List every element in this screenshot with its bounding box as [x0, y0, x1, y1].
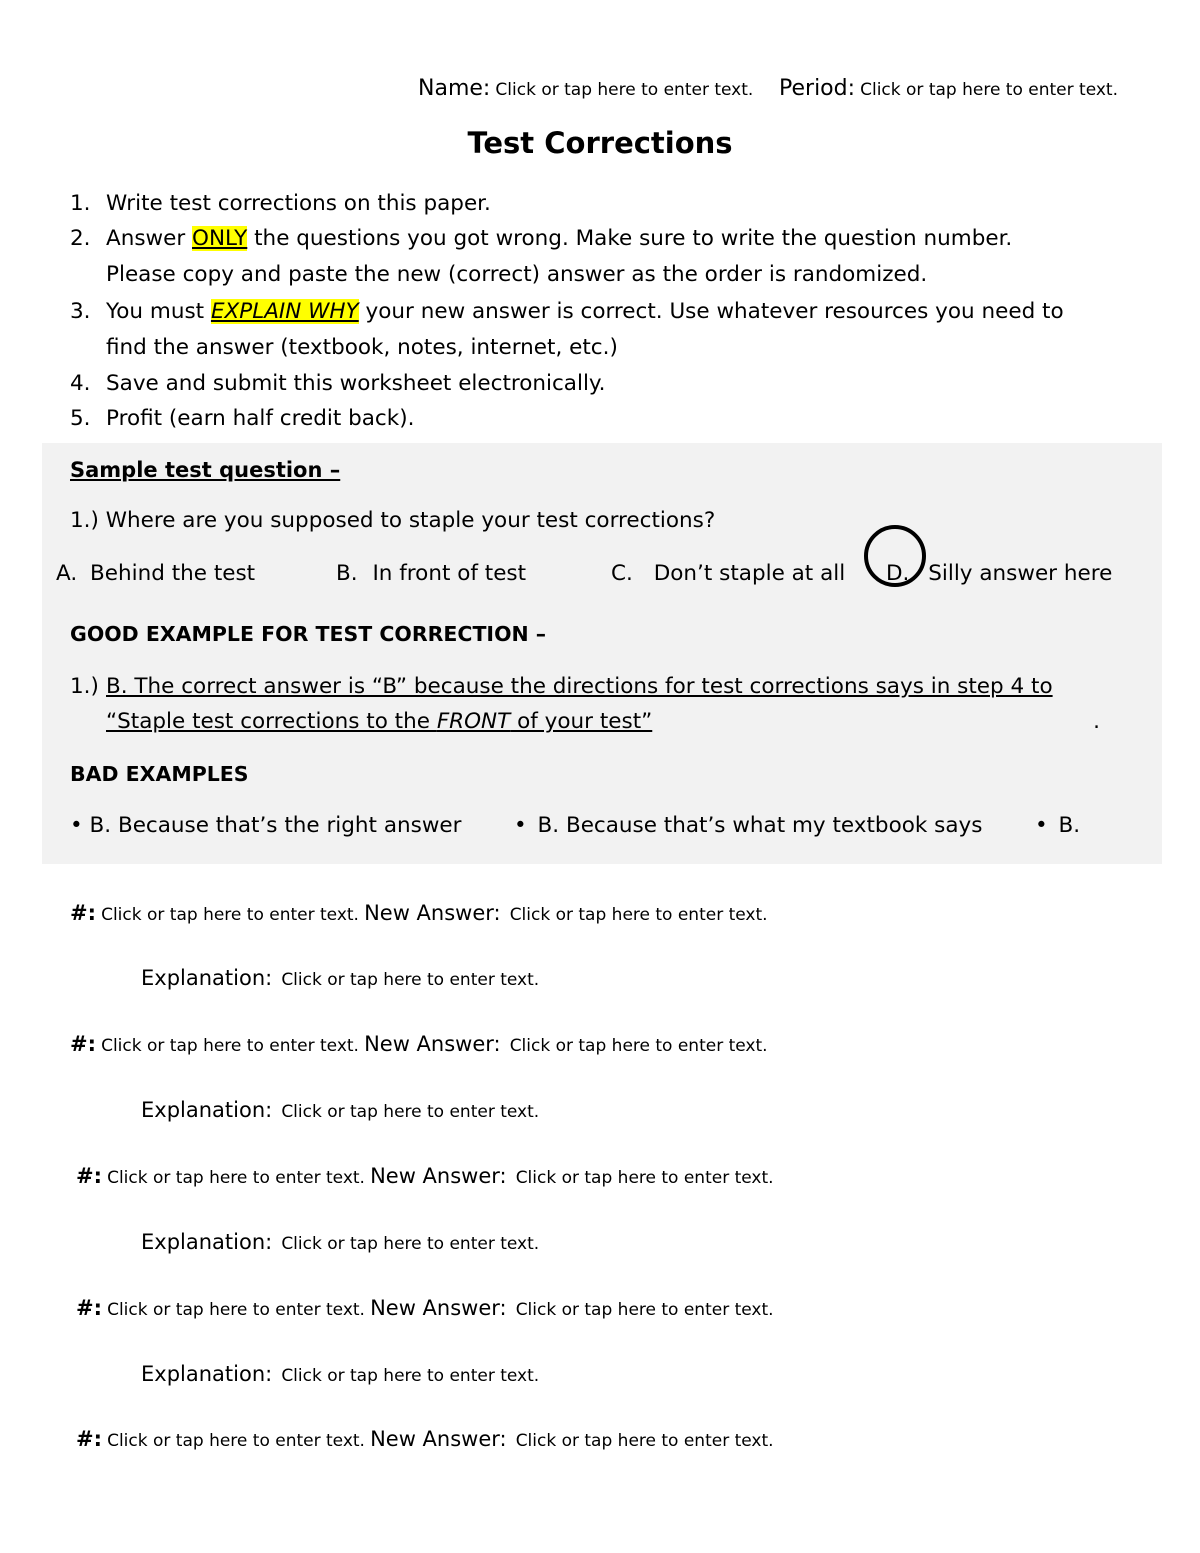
direction-text: Write test corrections on this paper. [106, 191, 491, 216]
answer-circle-mark [864, 525, 926, 587]
direction-text: Save and submit this worksheet electronically. [106, 371, 606, 396]
response-row [70, 1032, 768, 1056]
new-answer-label: New Answer: [364, 1032, 501, 1056]
choice-a [56, 561, 255, 586]
response-row [76, 1296, 774, 1320]
choice-text: In front of test [372, 561, 527, 586]
question-number-field[interactable]: Click or tap here to enter text. [107, 1431, 365, 1451]
direction-number: 1. [70, 191, 91, 216]
question-number-label: #: [76, 1296, 102, 1320]
choice-letter: C. [611, 561, 633, 586]
question-number-field[interactable]: Click or tap here to enter text. [107, 1168, 365, 1188]
bad-example-item [70, 813, 461, 838]
explanation-field[interactable]: Click or tap here to enter text. [281, 970, 540, 990]
highlight-only: ONLY [192, 226, 248, 251]
direction-text-post: the questions you got wrong. Make sure to write the question number. [247, 226, 1013, 251]
bad-examples-heading: BAD EXAMPLES [70, 762, 249, 786]
explanation-label: Explanation: [141, 966, 273, 990]
bullet-icon: • [1035, 813, 1048, 838]
question-number-field[interactable]: Click or tap here to enter text. [101, 905, 359, 925]
good-example-number: 1.) [70, 674, 99, 699]
sample-box [42, 443, 1162, 864]
direction-text [106, 294, 1064, 330]
new-answer-label: New Answer: [370, 1296, 507, 1320]
direction-text-pre: Answer [106, 226, 193, 251]
direction-text-line2: find the answer (textbook, notes, internet, etc.) [106, 335, 618, 360]
choice-b [336, 561, 526, 586]
direction-text-line2: Please copy and paste the new (correct) answer as the order is randomized. [106, 262, 928, 287]
choice-text: Don’t staple at all [653, 561, 846, 586]
direction-number: 4. [70, 371, 91, 396]
explanation-row [141, 966, 539, 990]
good-example-line1: B. The correct answer is “B” because the directions for test corrections says in step 4 to [106, 674, 1053, 699]
new-answer-label: New Answer: [364, 901, 501, 925]
bad-example-text: B. Because that’s the right answer [89, 813, 462, 838]
good-example-line2-pre: “Staple test corrections to the [106, 709, 437, 734]
new-answer-field[interactable]: Click or tap here to enter text. [515, 1431, 774, 1451]
period-field[interactable]: Click or tap here to enter text. [860, 80, 1118, 100]
name-row [418, 76, 753, 101]
name-label: Name: [418, 76, 491, 101]
direction-text-post: your new answer is correct. Use whatever resources you need to [358, 299, 1064, 324]
good-example-emphasis: FRONT [436, 709, 511, 734]
good-example-line2-end: . [1093, 709, 1100, 734]
explanation-row [141, 1098, 539, 1122]
question-number-label: #: [70, 1032, 96, 1056]
choice-text: Silly answer here [928, 561, 1113, 586]
choice-letter: B. [336, 561, 358, 586]
new-answer-field[interactable]: Click or tap here to enter text. [509, 905, 768, 925]
period-row [779, 76, 1118, 101]
explanation-field[interactable]: Click or tap here to enter text. [281, 1102, 540, 1122]
response-row [70, 901, 768, 925]
direction-text: Profit (earn half credit back). [106, 406, 415, 431]
direction-number: 3. [70, 299, 91, 324]
bad-example-text: B. [1058, 813, 1081, 838]
bad-example-text: B. Because that’s what my textbook says [537, 813, 983, 838]
good-example-line2 [106, 709, 1100, 734]
choice-c [611, 561, 845, 586]
explanation-label: Explanation: [141, 1230, 273, 1254]
new-answer-label: New Answer: [370, 1164, 507, 1188]
explanation-field[interactable]: Click or tap here to enter text. [281, 1234, 540, 1254]
direction-number: 5. [70, 406, 91, 431]
direction-text [106, 221, 1012, 257]
question-number-label: #: [76, 1427, 102, 1451]
highlight-explain-why: EXPLAIN WHY [210, 299, 359, 324]
explanation-row [141, 1230, 539, 1254]
question-number-label: #: [76, 1164, 102, 1188]
good-example-line2-post: of your test” [510, 709, 653, 734]
new-answer-label: New Answer: [370, 1427, 507, 1451]
explanation-row [141, 1362, 539, 1386]
explanation-field[interactable]: Click or tap here to enter text. [281, 1366, 540, 1386]
choice-letter: D. [886, 561, 910, 586]
bullet-icon: • [514, 813, 527, 838]
page-title: Test Corrections [467, 126, 733, 160]
direction-text-pre: You must [106, 299, 211, 324]
bad-example-item [1035, 813, 1080, 838]
name-field[interactable]: Click or tap here to enter text. [495, 80, 754, 100]
response-row [76, 1164, 774, 1188]
sample-question: 1.) Where are you supposed to staple your test corrections? [70, 508, 716, 533]
new-answer-field[interactable]: Click or tap here to enter text. [515, 1168, 774, 1188]
question-number-label: #: [70, 901, 96, 925]
period-label: Period: [779, 76, 856, 101]
response-row [76, 1427, 774, 1451]
bad-example-item [514, 813, 982, 838]
explanation-label: Explanation: [141, 1098, 273, 1122]
direction-number: 2. [70, 226, 91, 251]
explanation-label: Explanation: [141, 1362, 273, 1386]
bullet-icon: • [70, 813, 83, 838]
new-answer-field[interactable]: Click or tap here to enter text. [515, 1300, 774, 1320]
sample-heading: Sample test question – [70, 458, 341, 482]
new-answer-field[interactable]: Click or tap here to enter text. [509, 1036, 768, 1056]
choice-letter: A. [56, 561, 78, 586]
good-example-heading: GOOD EXAMPLE FOR TEST CORRECTION – [70, 622, 547, 646]
question-number-field[interactable]: Click or tap here to enter text. [107, 1300, 365, 1320]
question-number-field[interactable]: Click or tap here to enter text. [101, 1036, 359, 1056]
choice-text: Behind the test [90, 561, 256, 586]
